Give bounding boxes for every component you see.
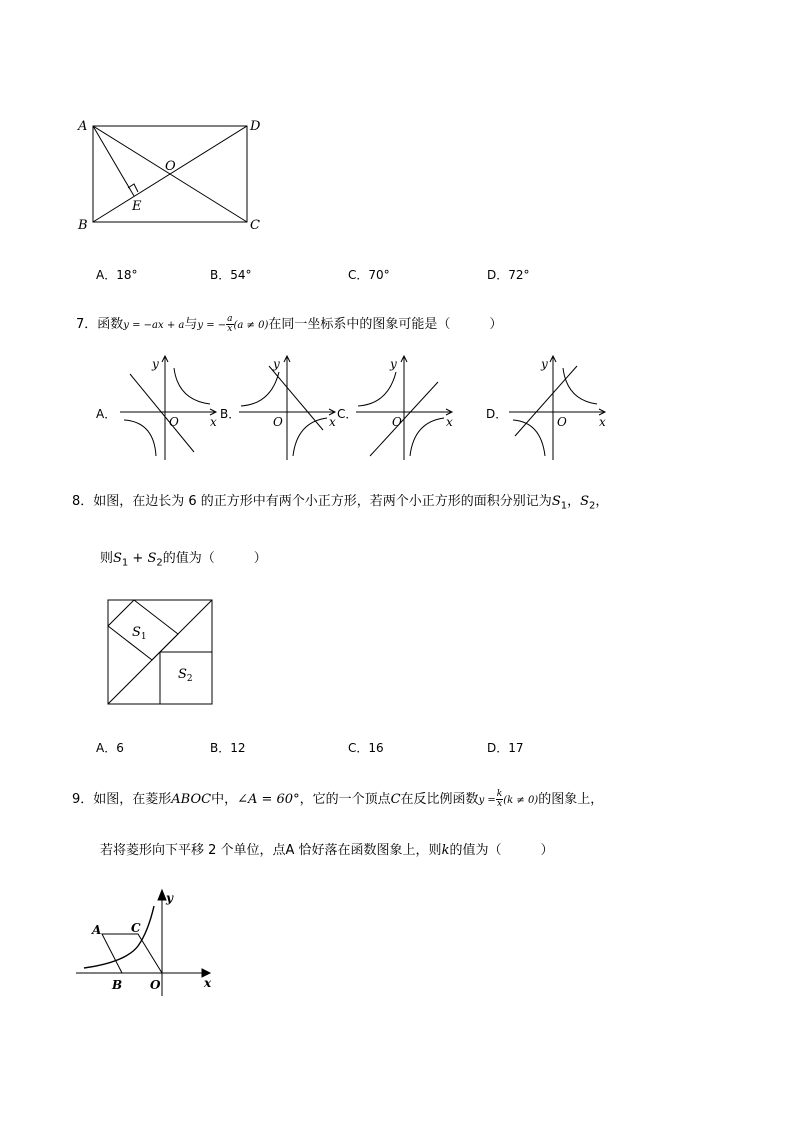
- axis-y-label: y: [152, 357, 159, 371]
- q8-option-d[interactable]: D．17: [487, 741, 524, 755]
- origin-label: O: [273, 415, 283, 429]
- q8-s2: S: [580, 494, 590, 509]
- q9-line1-end: 的图象上，: [538, 792, 604, 807]
- q8-line1-end: ，: [595, 494, 609, 509]
- small-square-s1: [108, 600, 178, 660]
- q8-plus: +: [128, 551, 148, 566]
- hyperbola-branch-1: [563, 368, 597, 404]
- q9-line2-suffix: 的值为（ ）: [449, 843, 554, 858]
- axis-y-label: y: [273, 357, 280, 371]
- q8-expr-sub2: 2: [156, 557, 163, 569]
- hyperbola-branch-1: [241, 372, 279, 406]
- fig9-label-x: x: [204, 976, 212, 990]
- axis-y-label: y: [541, 357, 548, 371]
- q8-expr-a: S: [113, 551, 122, 566]
- q8-stem-line1: [72, 490, 608, 512]
- q8-option-a[interactable]: A．6: [96, 741, 124, 755]
- q9-mid1: 中，: [211, 792, 238, 807]
- q7-prefix: 7．函数: [76, 317, 124, 332]
- q8-line2-prefix: 则: [100, 551, 114, 566]
- q7-frac-num: a: [227, 314, 233, 324]
- q6-option-d[interactable]: D．72°: [487, 268, 530, 282]
- axis-x-label: x: [210, 415, 217, 429]
- q8-stem-line2: [100, 547, 267, 569]
- fig9-label-c: C: [131, 921, 141, 935]
- q9-stem-line1: [72, 788, 603, 809]
- q8-s1: S: [551, 494, 561, 509]
- q7-graph-d: [505, 352, 615, 464]
- q7-option-c[interactable]: C．: [337, 407, 358, 421]
- q7-option-b[interactable]: B．: [220, 407, 241, 421]
- q8-expr-sub1: 1: [121, 557, 129, 569]
- rectangle-figure: [70, 112, 270, 237]
- q8-comma: ，: [567, 494, 581, 509]
- q8-s1-sub: 1: [560, 500, 568, 512]
- q7-func2-cond: (a ≠ 0): [233, 320, 269, 331]
- fig-s2-label: $S_2$: [178, 667, 193, 684]
- hyperbola-branch-2: [410, 418, 444, 456]
- q9-angle: ∠A = 60°: [237, 792, 300, 807]
- q6-option-b[interactable]: B．54°: [210, 268, 252, 282]
- rhombus-aboc: [102, 934, 162, 973]
- q7-option-d[interactable]: D．: [486, 407, 508, 421]
- hyperbola-branch-2: [124, 420, 156, 456]
- axis-y-label: y: [390, 357, 397, 371]
- q9-k: k: [441, 843, 450, 858]
- q7-graph-c: [352, 352, 467, 464]
- q9-mid3: 在反比例函数: [400, 792, 479, 807]
- q7-mid: 与: [184, 317, 198, 332]
- q7-func2-left: y = −: [197, 320, 227, 331]
- q9-cond: (k ≠ 0): [503, 795, 539, 806]
- hyperbola-branch-2: [293, 418, 327, 456]
- q7-stem: [76, 313, 502, 334]
- q8-line1: 8．如图，在边长为 6 的正方形中有两个小正方形，若两个小正方形的面积分别记为: [72, 494, 552, 509]
- label-c: C: [250, 218, 260, 233]
- q7-frac-den: x: [227, 324, 233, 334]
- q8-line2-suffix: 的值为（ ）: [162, 551, 267, 566]
- fig9-label-y: y: [166, 891, 173, 905]
- label-d: D: [250, 119, 261, 134]
- q6-option-c[interactable]: C．70°: [348, 268, 390, 282]
- hyperbola-branch-1: [174, 368, 210, 404]
- label-a: A: [78, 119, 88, 134]
- q8-square-figure: [104, 596, 218, 708]
- origin-label: O: [169, 415, 179, 429]
- q9-frac-den: x: [496, 799, 503, 809]
- q8-option-c[interactable]: C．16: [348, 741, 384, 755]
- line-graph: [515, 366, 577, 436]
- q9-y-eq: y =: [478, 795, 496, 806]
- q7-option-a[interactable]: A．: [96, 407, 117, 421]
- hyperbola-branch-1: [358, 372, 396, 406]
- q7-fraction: [226, 315, 233, 334]
- label-o: O: [165, 159, 176, 174]
- axis-x-label: x: [446, 415, 453, 429]
- q6-option-a[interactable]: A．18°: [96, 268, 138, 282]
- q9-line1-prefix: 9．如图，在菱形: [72, 792, 172, 807]
- origin-label: O: [557, 415, 567, 429]
- label-b: B: [78, 218, 88, 233]
- fig9-label-b: B: [112, 978, 123, 992]
- q9-frac-num: k: [496, 789, 503, 799]
- q8-option-b[interactable]: B．12: [210, 741, 246, 755]
- q7-graph-b: [235, 352, 345, 464]
- origin-label: O: [392, 415, 402, 429]
- q7-suffix: 在同一坐标系中的图象可能是（ ）: [268, 317, 503, 332]
- q9-stem-line2: [100, 839, 553, 858]
- fig9-label-o: O: [150, 978, 161, 992]
- q9-c: C: [390, 792, 401, 807]
- q8-expr-b: S: [147, 551, 157, 566]
- perpendicular-ae: [93, 126, 134, 196]
- hyperbola-branch-2: [513, 420, 545, 456]
- fig9-label-a: A: [92, 923, 102, 937]
- q9-line2-prefix: 若将菱形向下平移 2 个单位，点A 恰好落在函数图象上，则: [100, 843, 442, 858]
- reciprocal-curve: [84, 906, 154, 968]
- q7-graph-a: [112, 352, 227, 464]
- line-graph: [130, 374, 194, 452]
- axis-x-label: x: [329, 415, 336, 429]
- q9-rhombus-figure: [70, 882, 220, 1000]
- q9-abc: ABOC: [171, 792, 212, 807]
- q8-s2-sub: 2: [589, 500, 596, 512]
- fig-s1-label: $S_1$: [132, 625, 147, 642]
- axis-x-label: x: [599, 415, 606, 429]
- q9-mid2: ，它的一个顶点: [299, 792, 391, 807]
- q7-func1: y = −ax + a: [123, 320, 185, 331]
- y-arrow: [158, 890, 166, 900]
- label-e: E: [132, 199, 142, 214]
